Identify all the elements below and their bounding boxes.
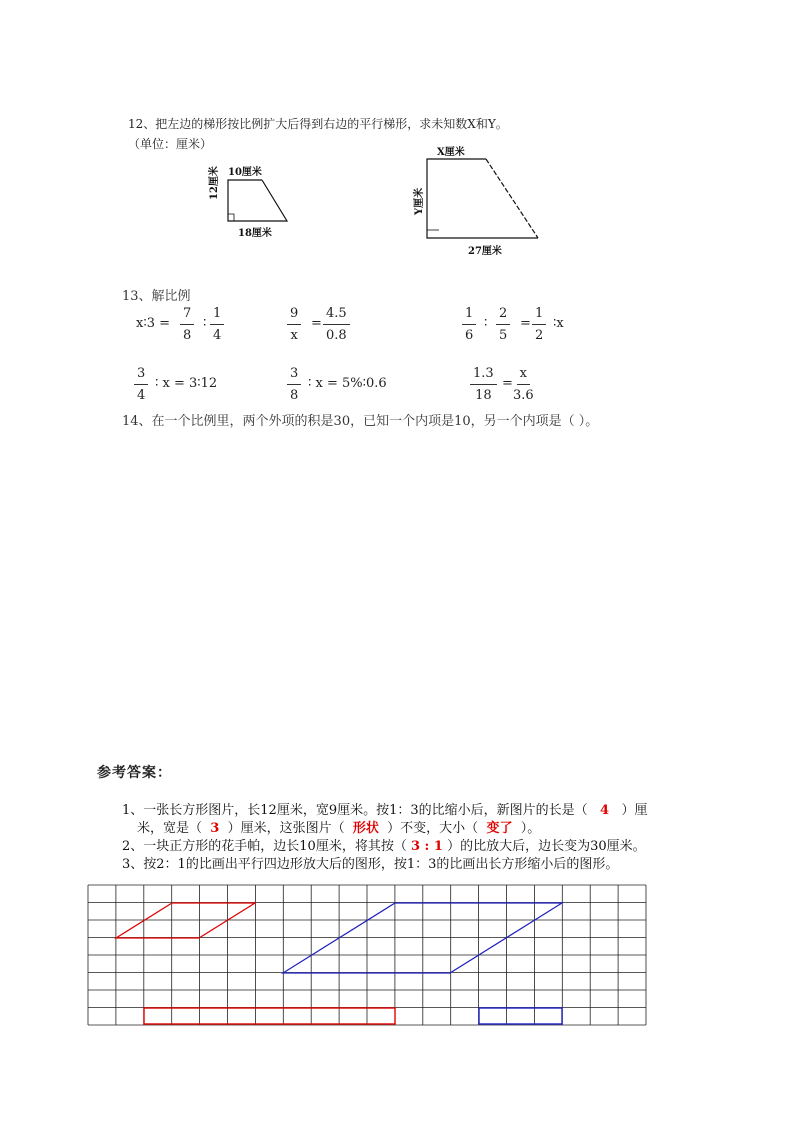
left-side-label: 12厘米 (209, 166, 220, 200)
p2-d1: x (290, 328, 298, 343)
a1-pre: 1、一张长方形图片，长12厘米，宽9厘米。按1：3的比缩小后，新图片的长是（ (122, 803, 588, 818)
p6-d1: 18 (475, 388, 492, 403)
p5-n1: 3 (287, 366, 301, 385)
p2-frac1 (287, 306, 301, 344)
p4-n1: 3 (134, 366, 148, 385)
answer-1-line2 (137, 817, 540, 836)
a1-line2-mid2: ）不变，大小（ (387, 821, 479, 836)
right-trapezoid (427, 159, 538, 238)
p3-tail: ∶x (553, 316, 564, 331)
answer-3: 3、按2：1的比画出平行四边形放大后的图形，按1：3的比画出长方形缩小后的图形。 (122, 857, 619, 872)
p3-d1: 6 (465, 328, 474, 343)
a1-value-length: 4 (600, 803, 610, 818)
p6-n2: x (517, 366, 530, 385)
a1-value-size: 变了 (486, 821, 513, 836)
red-rectangle (144, 1008, 395, 1024)
p3-frac3 (532, 306, 546, 344)
right-bottom-label: 27厘米 (468, 246, 502, 257)
p3-d3: 2 (535, 328, 544, 343)
p5-frac (287, 366, 301, 404)
right-top-label: X厘米 (437, 147, 465, 158)
answer-2 (122, 835, 646, 854)
p1-sep: ∶ (203, 316, 207, 331)
p4-d1: 4 (137, 388, 146, 403)
p5-tail: ∶ x = 5%∶0.6 (308, 376, 387, 391)
a1-line2-pre: 米，宽是（ (137, 821, 203, 836)
a2-value-ratio: 3 : 1 (410, 839, 443, 854)
p5-d1: 8 (290, 388, 299, 403)
answer-grid (88, 885, 646, 1025)
p1-n1: 7 (180, 306, 194, 325)
p6-n1: 1.3 (470, 366, 497, 385)
p2-d2: 0.8 (326, 328, 347, 343)
p4-tail: ∶ x = 3∶12 (155, 376, 218, 391)
p2-n1: 9 (287, 306, 301, 325)
q12-unit: （单位：厘米） (128, 137, 213, 151)
a1-mid: ）厘 (621, 803, 648, 818)
q14-text: 14、在一个比例里，两个外项的积是30，已知一个内项是10，另一个内项是（ ）。 (122, 414, 599, 429)
p3-frac1 (462, 306, 476, 344)
left-bottom-label: 18厘米 (238, 228, 272, 239)
a1-value-width: 3 (210, 821, 220, 836)
answers-title: 参考答案： (97, 765, 172, 781)
p6-frac2 (513, 366, 534, 404)
p3-eq: = (520, 316, 531, 331)
a2-pre: 2、一块正方形的花手帕，边长10厘米，将其按（ (122, 839, 407, 854)
p6-d2: 3.6 (513, 388, 534, 403)
right-side-label: Y厘米 (414, 187, 425, 215)
p2-frac2 (323, 306, 350, 344)
p2-eq: = (311, 316, 322, 331)
a1-line2-mid: ）厘米，这张图片（ (227, 821, 345, 836)
p6-eq: = (502, 376, 513, 391)
red-parallelogram (116, 903, 255, 938)
blue-rectangle (479, 1008, 562, 1024)
a2-post: ）的比放大后，边长变为30厘米。 (447, 839, 646, 854)
left-top-label: 10厘米 (228, 167, 262, 178)
p3-n1: 1 (462, 306, 476, 325)
p1-d1: 8 (183, 328, 192, 343)
left-trapezoid (228, 180, 287, 221)
a1-line2-end: ）。 (520, 821, 541, 836)
p3-n3: 1 (532, 306, 546, 325)
p1-d2: 4 (213, 328, 222, 343)
p3-sep1: ∶ (484, 316, 488, 331)
p1-lead: x∶3 = (136, 316, 171, 331)
p2-n2: 4.5 (323, 306, 350, 325)
p4-frac (134, 366, 148, 404)
p1-frac2 (210, 306, 224, 344)
p6-frac1 (470, 366, 497, 404)
a1-value-shape: 形状 (352, 821, 379, 836)
p1-n2: 1 (210, 306, 224, 325)
p1-frac1 (180, 306, 194, 344)
q12-text: 12、把左边的梯形按比例扩大后得到右边的平行梯形，求未知数X和Y。 (128, 117, 508, 131)
q13-title: 13、解比例 (122, 289, 191, 304)
answer-1-line1 (122, 799, 648, 818)
p3-frac2 (496, 306, 510, 344)
p3-d2: 5 (499, 328, 508, 343)
p3-n2: 2 (496, 306, 510, 325)
